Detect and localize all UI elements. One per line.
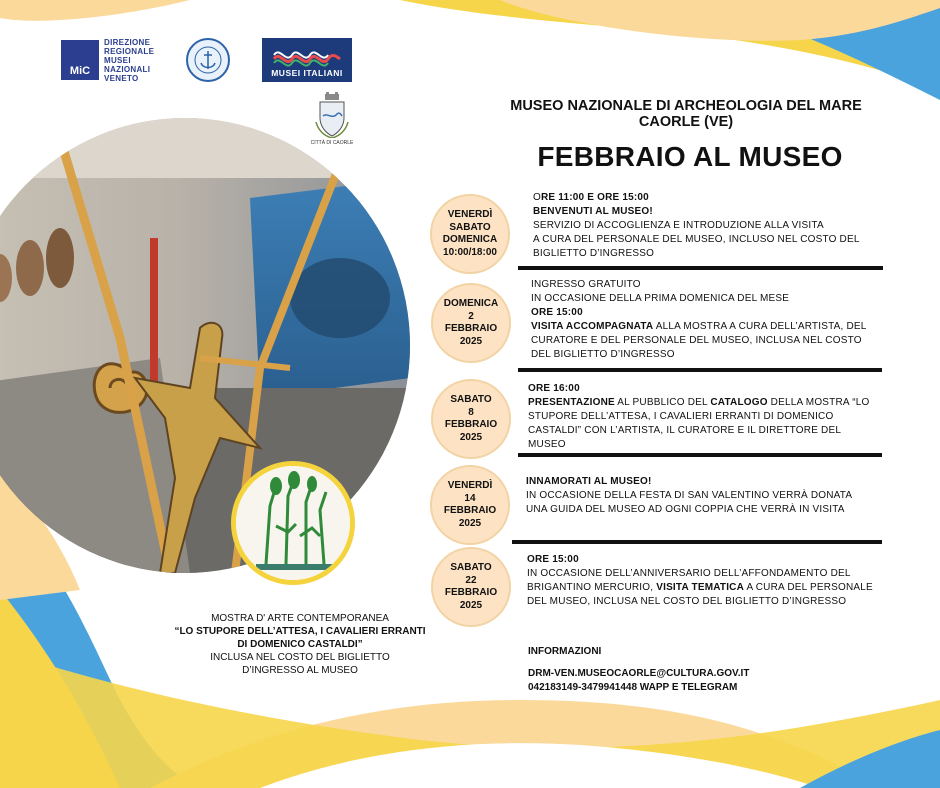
musei-italiani-label: MUSEI ITALIANI <box>271 68 343 78</box>
wave-emblem-icon <box>272 50 342 68</box>
info-email[interactable]: DRM-VEN.MUSEOCAORLE@CULTURA.GOV.IT <box>528 668 750 679</box>
event-free-entry: INGRESSO GRATUITO IN OCCASIONE DELLA PRIMA DOMENICA DEL MESE ORE 15:00 VISITA ACCOMPAGNATA ALLA MOSTRA A CURA DELL’ARTISTA, DEL CURATORE E DEL PERSONALE DEL MUSEO, INCLUSA NEL COSTO DEL BIGLIETTO D’INGRESSO <box>531 279 867 360</box>
separator <box>512 540 882 544</box>
date-badge-feb-22: SABATO 22 FEBBRAIO 2025 <box>431 547 511 627</box>
green-sculptures-graphic <box>236 466 350 580</box>
mic-text: DIREZIONE REGIONALE MUSEI NAZIONALI VENETO <box>104 37 155 83</box>
date-badge-feb-2: DOMENICA 2 FEBBRAIO 2025 <box>431 283 511 363</box>
anchor-icon <box>193 45 223 75</box>
date-badge-feb-8: SABATO 8 FEBBRAIO 2025 <box>431 379 511 459</box>
museum-title: MUSEO NAZIONALE DI ARCHEOLOGIA DEL MARE CAORLE (VE) <box>510 98 862 130</box>
coat-of-arms-icon <box>314 92 350 138</box>
event-mercurio-anniversary: ORE 15:00 IN OCCASIONE DELL’ANNIVERSARIO DELL’AFFONDAMENTO DEL BRIGANTINO MERCURIO, VISITA TEMATICA A CURA DEL PERSONALE DEL MUSEO, INCLUSA NEL COSTO DEL BIGLIETTO D’INGRESSO <box>527 554 873 607</box>
top-left-peach-wave <box>0 0 190 21</box>
mic-logo <box>61 39 161 81</box>
event-welcome: ORE 11:00 E ORE 15:00 BENVENUTI AL MUSEO! SERVIZIO DI ACCOGLIENZA E INTRODUZIONE ALLA VISITA A CURA DEL PERSONALE DEL MUSEO, INCLUSO NEL COSTO DEL BIGLIETTO D’INGRESSO <box>533 192 860 259</box>
separator <box>518 368 882 372</box>
separator <box>518 453 882 457</box>
separator <box>518 266 883 270</box>
page-title: FEBBRAIO AL MUSEO <box>537 141 843 172</box>
city-caorle-logo <box>310 92 354 152</box>
exhibit-caption: MOSTRA D' ARTE CONTEMPORANEA “LO STUPORE DELL’ATTESA, I CAVALIERI ERRANTI DI DOMENICO CASTALDI” INCLUSA NEL COSTO DEL BIGLIETTO D’INGRESSO AL MUSEO <box>174 613 426 676</box>
mic-mark: MiC <box>61 40 99 80</box>
event-catalog-presentation: ORE 16:00 PRESENTAZIONE AL PUBBLICO DEL CATALOGO DELLA MOSTRA “LO STUPORE DELL’ATTESA, I CAVALIERI ERRANTI DI DOMENICO CASTALDI” CON L’ARTISTA, IL CURATORE E IL DIRETTORE DEL MUSEO <box>528 383 870 450</box>
date-badge-feb-14: VENERDÌ 14 FEBBRAIO 2025 <box>430 465 510 545</box>
date-badge-weekend: VENERDÌ SABATO DOMENICA 10:00/18:00 <box>430 194 510 274</box>
musei-italiani-logo <box>262 38 352 82</box>
info-phone: 042183149-3479941448 WAPP E TELEGRAM <box>528 682 738 693</box>
event-valentine: INNAMORATI AL MUSEO! IN OCCASIONE DELLA FESTA DI SAN VALENTINO VERRÀ DONATA UNA GUIDA DEL MUSEO AD OGNI COPPIA CHE VERRÀ IN VISITA <box>526 476 853 515</box>
city-label: CITTÀ DI CAORLE <box>310 140 354 146</box>
museum-round-logo <box>186 38 230 82</box>
info-title: INFORMAZIONI <box>528 646 602 657</box>
info-block <box>528 645 749 695</box>
green-sculptures-photo <box>231 461 355 585</box>
